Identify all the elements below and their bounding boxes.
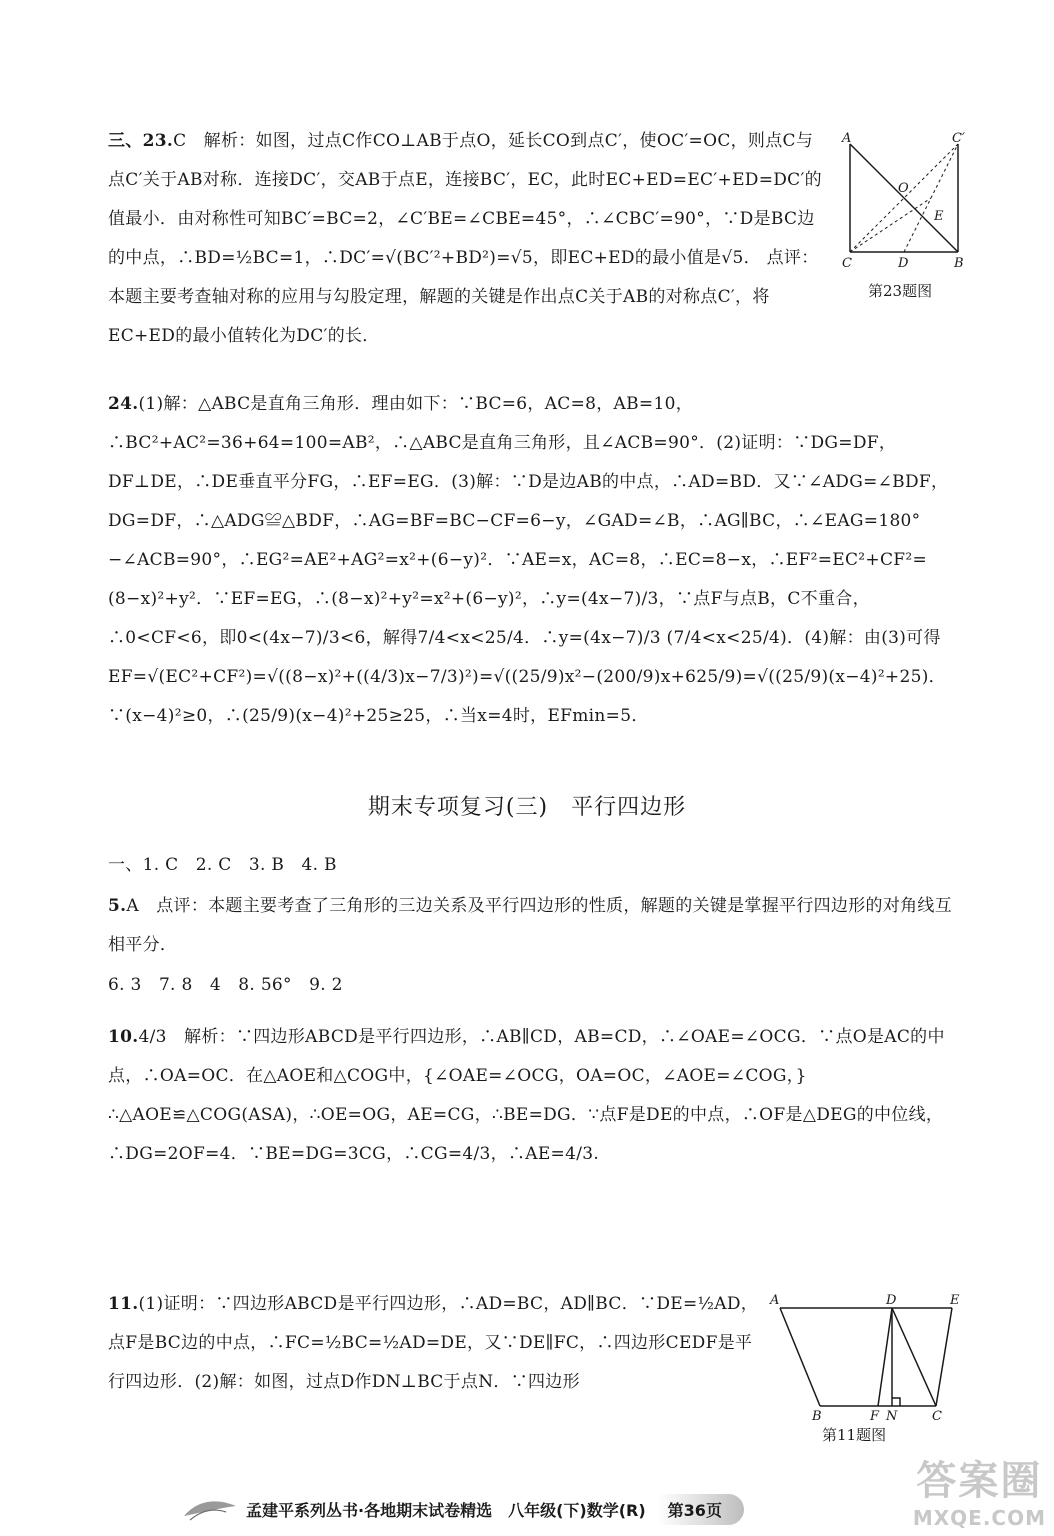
- question-23-text: C 解析：如图，过点C作CO⊥AB于点O，延长CO到点C′，使OC′=OC，则点C与点C′关于AB对称．连接DC′，交AB于点E，连接BC′，EC，此时EC+ED=EC′+ED=DC′的值最小．由对称性可知BC′=BC=2，∠C′BE=∠CBE=45°，∴∠CBC′=90°，∵D是BC边的中点，∴BD=½BC=1，∴DC′=√(BC′²+BD²)=√5，即EC+ED的最小值是√5．: [108, 131, 822, 268]
- question-24-text: (1)解：△ABC是直角三角形．理由如下：∵BC=6，AC=8，AB=10，∴BC²+AC²=36+64=100=AB²，∴△ABC是直角三角形，且∠ACB=90°．(2)证明：∵DG=DF，DF⊥DE，∴DE垂直平分FG，∴EF=EG．(3)解：∵D是边AB的中点，∴AD=BD．又∵∠ADG=∠BDF，DG=DF，∴△ADG≌△BDF，∴AG=BF=BC−CF=6−y，∠GAD=∠B，∴AG∥BC，∴∠EAG=180°−∠ACB=90°，∴EG²=AE²+AG²=x²+(6−y)²．∵AE=x，AC=8，∴EC=8−x，∴EF²=EC²+CF²=(8−x)²+y²．∵EF=EG，∴(8−x)²+y²=x²+(6−y)²，∴y=(4x−7)/3，∵点F与点B，C不重合，∴0<CF<6，即0<(4x−7)/3<6，解得7/4<x<25/4．∴y=(4x−7)/3 (7/4<x<25/4)．(4)解：由(3)可得EF=√(EC²+CF²)=√((8−x)²+((4/3)x−7/3)²)=√((25/9)x²−(200/9)x+625/9)=√((25/9)(x−4)²+25)．∵(x−4)²≥0，∴(25/9)(x−4)²+25≥25，∴当x=4时，EFmin=5．: [108, 394, 949, 726]
- question-10-text: 4/3 解析：∵四边形ABCD是平行四边形，∴AB∥CD，AB=CD，∴∠OAE=∠OCG．∵点O是AC的中点，∴OA=OC．在△AOE和△COG中，{∠OAE=∠OCG，OA=OC，∠AOE=∠COG，} ∴△AOE≌△COG(ASA)，∴OE=OG，AE=CG，∴BE=DG．∵点F是DE的中点，∴OF是△DEG的中位线，∴DG=2OF=4．∵BE=DG=3CG，∴CG=4/3，∴AE=4/3.: [108, 1027, 945, 1164]
- figure-11-caption: 第11题图: [822, 1426, 887, 1444]
- figure-23: [838, 128, 978, 273]
- question-23-label: 三、23.: [108, 131, 174, 151]
- right-angle-mark: [892, 1398, 900, 1406]
- question-23-comment: 点评：本题主要考查轴对称的应用与勾股定理，解题的关键是作出点C关于AB的对称点C′，将EC+ED的最小值转化为DC′的长．: [108, 248, 819, 346]
- figure-23-label-c-prime: C′: [952, 131, 965, 146]
- figure-11-label-d: D: [886, 1293, 897, 1308]
- question-10-label: 10.: [108, 1027, 139, 1047]
- figure-23-label-a: A: [842, 131, 852, 146]
- line-ab: [850, 144, 958, 252]
- question-24: [108, 385, 968, 736]
- section-title: 期末专项复习(三) 平行四边形: [367, 795, 687, 820]
- line-df: [878, 1308, 892, 1406]
- line-ce: [850, 198, 931, 252]
- figure-11-label-f: F: [870, 1409, 880, 1420]
- line-ec: [936, 1308, 952, 1406]
- question-5: [108, 887, 968, 965]
- footer-series: 孟建平系列丛书·各地期末试卷精选: [246, 1500, 493, 1520]
- figure-11-label-a: A: [770, 1293, 780, 1308]
- question-10: [108, 1018, 968, 1174]
- question-23: [108, 122, 828, 356]
- question-11: [108, 1285, 768, 1402]
- page-footer: [180, 1492, 860, 1526]
- figure-11-label-e: E: [950, 1293, 960, 1308]
- answers-6-9: 6. 3 7. 8 4 8. 56° 9. 2: [108, 975, 343, 995]
- watermark-top: 答案圈: [916, 1458, 1043, 1504]
- footer-grade: 八年级(下)数学(R): [508, 1500, 646, 1520]
- figure-11-label-b: B: [812, 1409, 822, 1420]
- question-5-label: 5.: [108, 896, 127, 916]
- watermark: [913, 1449, 1046, 1530]
- question-11-text: (1)证明：∵四边形ABCD是平行四边形，∴AD=BC，AD∥BC．∵DE=½AD，点F是BC边的中点，∴FC=½BC=½AD=DE，又∵DE∥FC，∴四边形CEDF是平行四边形．(2)解：如图，过点D作DN⊥BC于点N．∵四边形: [108, 1294, 759, 1392]
- answers-1-4: 一、1. C 2. C 3. B 4. B: [108, 855, 337, 875]
- footer-page-number: 第36页: [658, 1494, 744, 1525]
- figure-23-label-b: B: [954, 256, 964, 271]
- line-ab: [780, 1308, 820, 1406]
- watermark-bottom: MXQE.COM: [912, 1506, 1046, 1530]
- question-11-label: 11.: [108, 1294, 139, 1314]
- line-dc: [892, 1308, 936, 1406]
- figure-23-caption: 第23题图: [868, 282, 933, 300]
- figure-23-label-c: C: [842, 256, 852, 271]
- figure-11-label-c: C: [932, 1409, 942, 1420]
- leaf-logo-icon: [180, 1496, 240, 1522]
- question-24-label: 24.: [108, 394, 139, 414]
- figure-23-label-o: O: [898, 181, 909, 196]
- figure-11: [766, 1290, 976, 1420]
- question-5-text: A 点评：本题主要考查了三角形的三边关系及平行四边形的性质，解题的关键是掌握平行四边形的对角线互相平分．: [108, 896, 953, 955]
- figure-23-label-d: D: [898, 256, 909, 271]
- figure-11-label-n: N: [886, 1409, 898, 1420]
- figure-23-label-e: E: [934, 209, 944, 224]
